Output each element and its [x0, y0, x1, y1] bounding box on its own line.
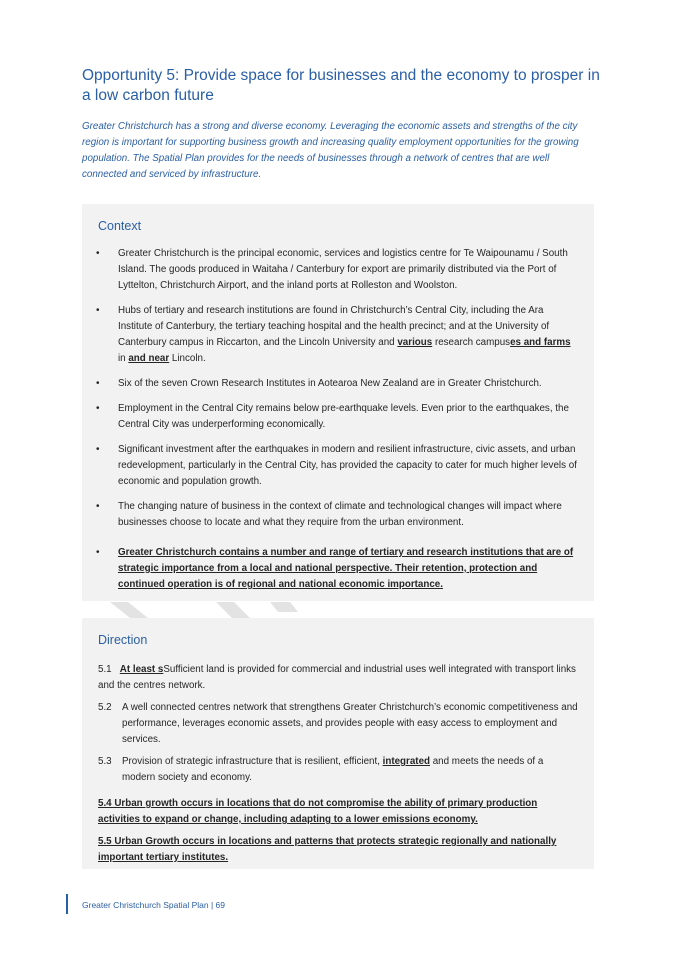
list-item: 5.2 A well connected centres network that strengthens Greater Christchurch’s economic competitiveness and performance, leverages economic assets, and provides people with easy access to employment and services.	[98, 702, 578, 745]
page-title: Opportunity 5: Provide space for businesses and the economy to prosper in a low carbon future	[82, 67, 600, 104]
list-item: • Employment in the Central City remains below pre-earthquake levels. Even prior to the earthquakes, the Central City was underperforming economically.	[96, 403, 569, 430]
list-item: 5.1 At least sSufficient land is provided for commercial and industrial uses well integrated with transport links and the centres network.	[98, 664, 576, 691]
bullet-icon: •	[96, 248, 100, 259]
list-item: • Greater Christchurch is the principal economic, services and logistics centre for Te Waipounamu / South Island. The goods produced in Waitaha / Canterbury for export are primarily distributed via the Port of Lyttelton, Christchurch Airport, and the inland ports at Rolleston and Woolston.	[96, 248, 568, 291]
list-item: • Six of the seven Crown Research Institutes in Aotearoa New Zealand are in Greater Christchurch.	[82, 376, 594, 392]
direction-list	[82, 662, 594, 872]
intro-paragraph: Greater Christchurch has a strong and diverse economy. Leveraging the economic assets and strengths of the city region is important for supporting business growth and increasing quality employment opportunities for the growing population. The Spatial Plan provides for the needs of businesses through a network of centres that are well connected and serviced by infrastructure.	[82, 121, 579, 180]
direction-heading: Direction	[98, 633, 148, 647]
list-item: 5.5 Urban Growth occurs in locations and patterns that protects strategic regionally and nationally important tertiary institutes.	[98, 836, 557, 863]
context-heading: Context	[98, 219, 142, 233]
footer-divider	[66, 894, 68, 914]
list-item: 5.3 Provision of strategic infrastructure that is resilient, efficient, integrated and meets the needs of a modern society and economy.	[98, 756, 544, 783]
list-item: • The changing nature of business in the context of climate and technological changes will impact where businesses choose to locate and what they require from the urban environment.	[96, 501, 562, 528]
chevron-divider-icon	[82, 602, 594, 618]
bullet-icon: •	[96, 444, 100, 455]
bullet-icon: •	[96, 378, 100, 389]
context-list	[82, 246, 594, 602]
bullet-icon: •	[96, 403, 100, 414]
bullet-icon: •	[96, 501, 100, 512]
page-footer: Greater Christchurch Spatial Plan | 69	[82, 900, 225, 910]
bullet-icon: •	[96, 547, 100, 558]
bullet-icon: •	[96, 305, 100, 316]
list-item: • Greater Christchurch contains a number and range of tertiary and research institutions that are of strategic importance from a local and national perspective. Their retention, protection and continued operation is of regional and national economic importance.	[96, 547, 574, 590]
direction-box	[82, 618, 594, 869]
list-item: 5.4 Urban growth occurs in locations that do not compromise the ability of primary production activities to expand or change, including adapting to a lower emissions economy.	[98, 798, 538, 825]
list-item: • Hubs of tertiary and research institutions are found in Christchurch’s Central City, including the Ara Institute of Canterbury, the tertiary teaching hospital and the health precinct; and at the University of Canterbury campus in Riccarton, and the Lincoln University and various research campuses and farms in and near Lincoln.	[96, 305, 571, 364]
context-box	[82, 204, 594, 601]
list-item: • Significant investment after the earthquakes in modern and resilient infrastructure, civic assets, and urban redevelopment, particularly in the Central City, has provided the capacity to cater for much higher levels of economic and population growth.	[96, 444, 577, 487]
